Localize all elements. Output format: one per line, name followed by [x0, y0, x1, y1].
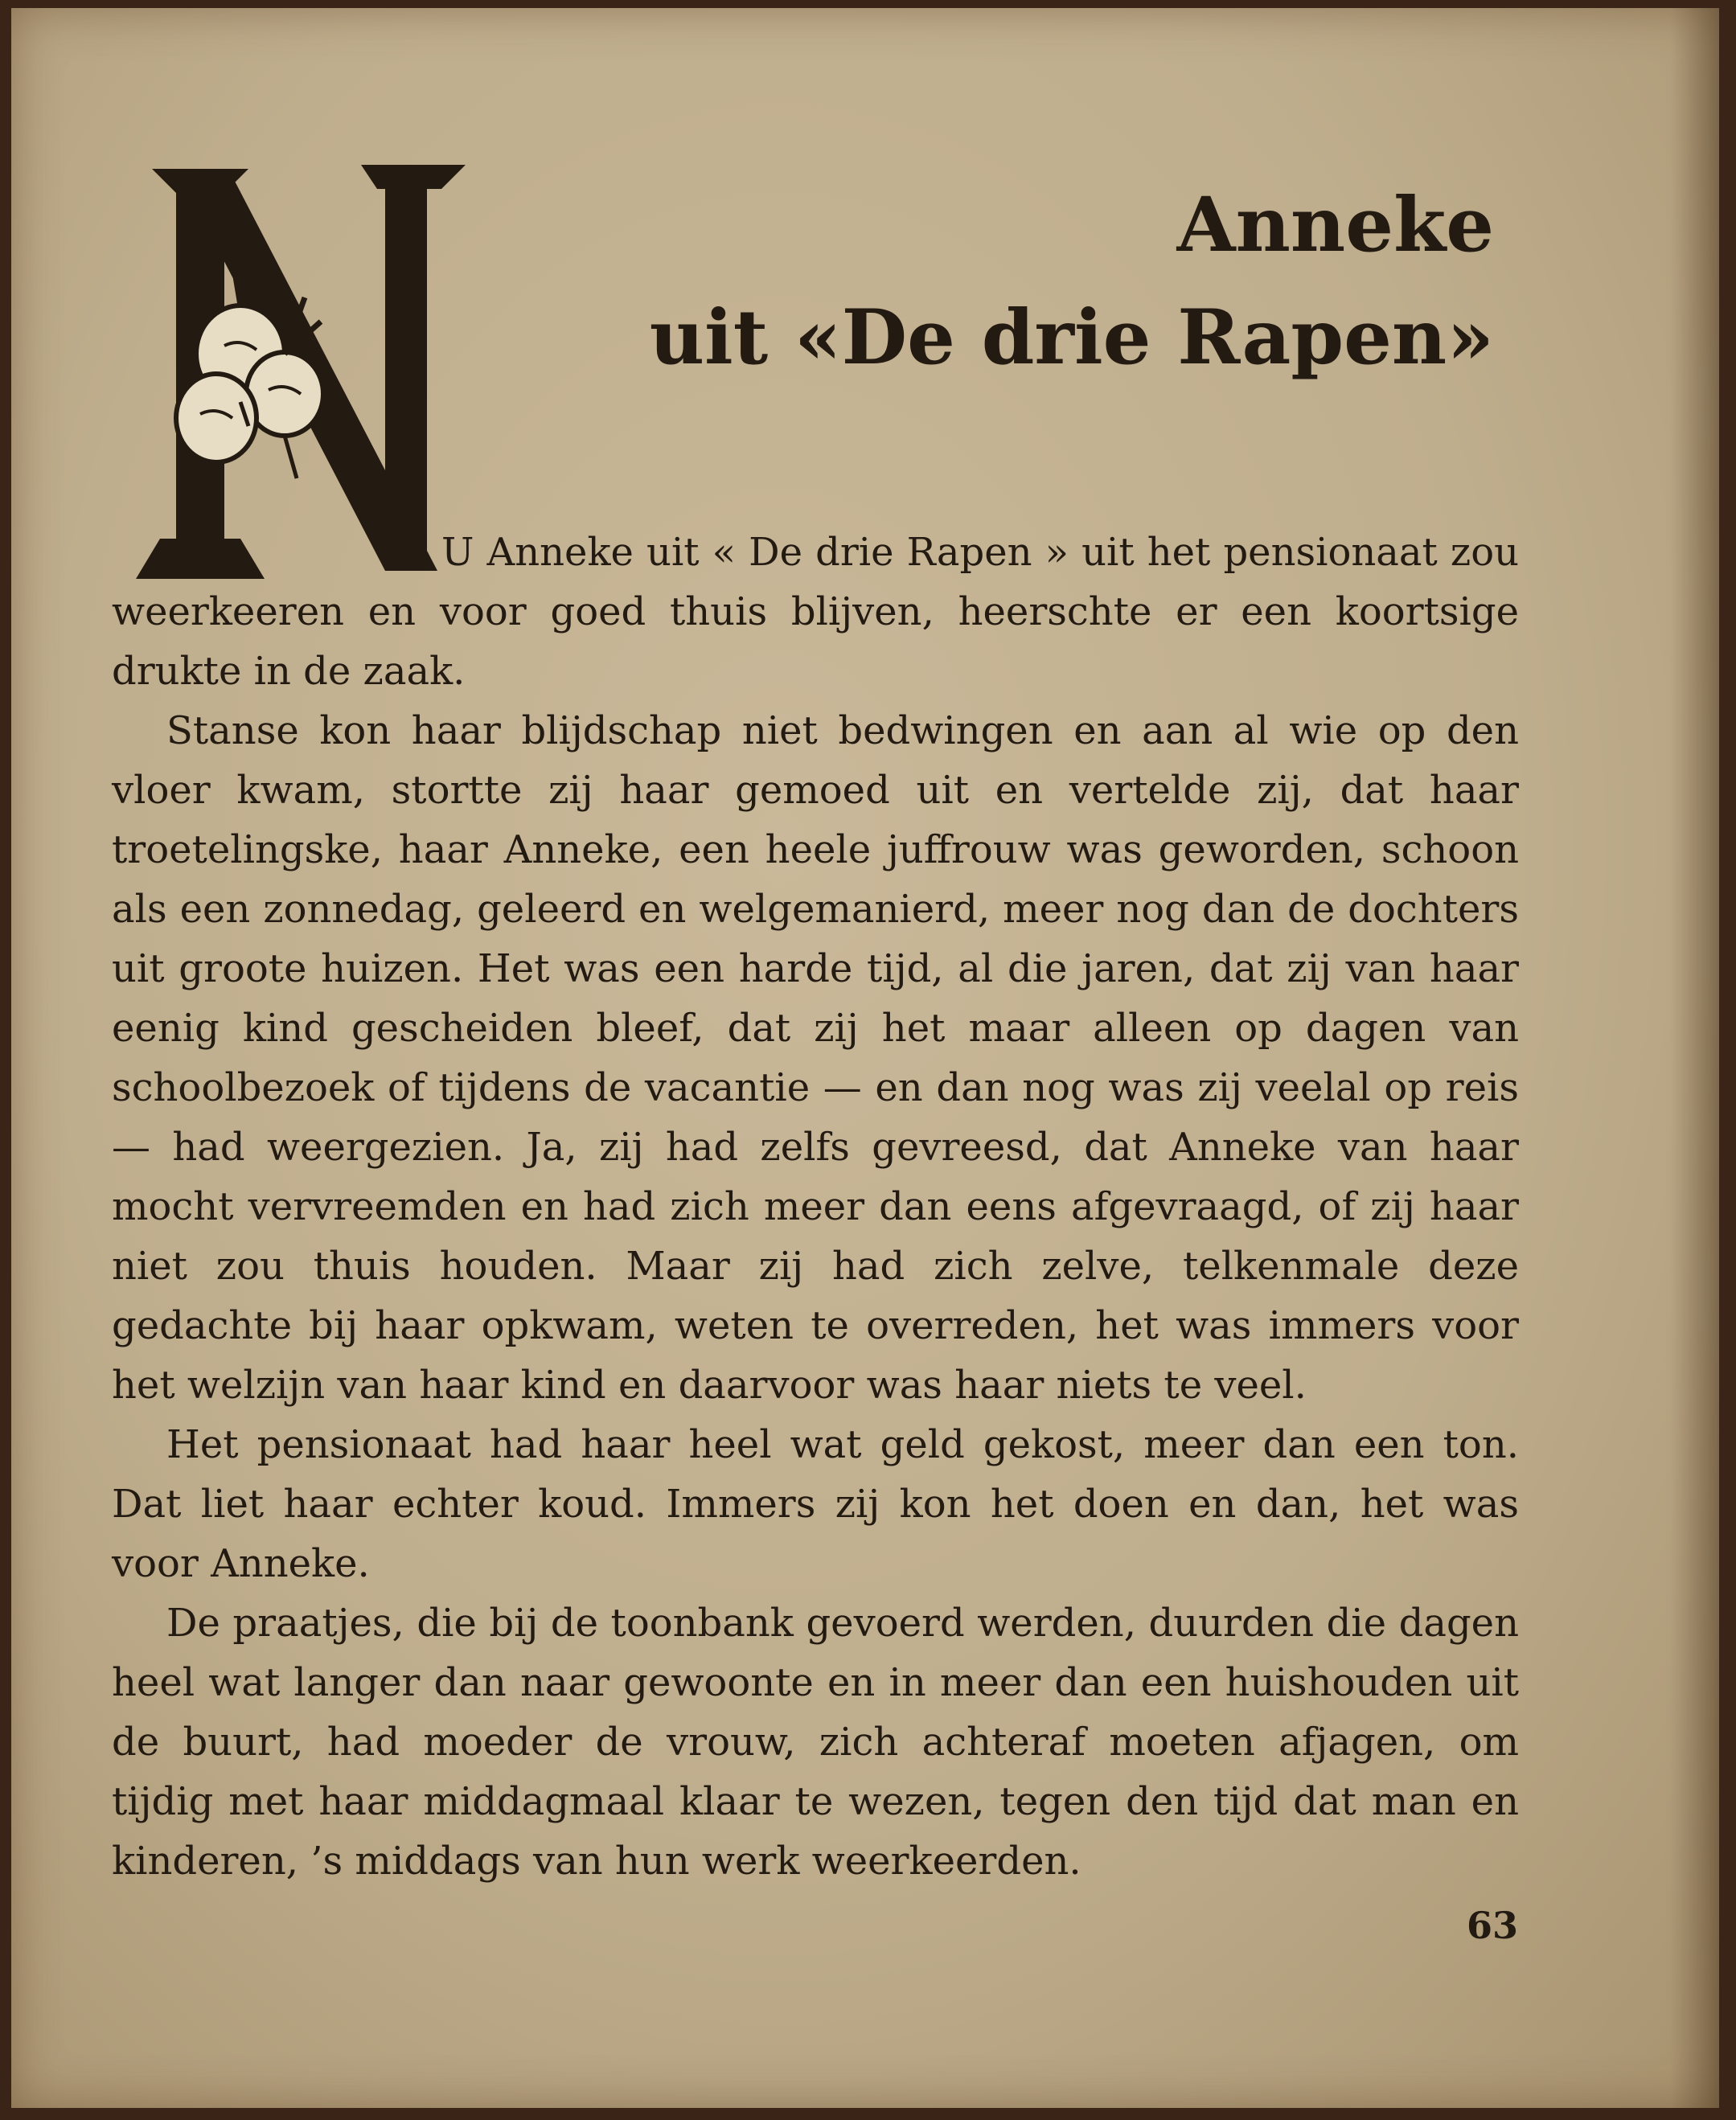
chapter-title	[650, 169, 1494, 394]
paragraph-2: Stanse kon haar blijdschap niet bedwingen en aan al wie op den vloer kwam, stortte zij haar gemoed uit en vertelde zij, dat haar troetelingske, haar Anneke, een heele juffrouw was geworden, schoon als een zonnedag, geleerd en welgemanierd, meer nog dan de dochters uit groote huizen. Het was een harde tijd, al die jaren, dat zij van haar eenig kind gescheiden bleef, dat zij het maar alleen op dagen van schoolbezoek of tijdens de vacantie — en dan nog was zij veelal op reis — had weergezien. Ja, zij had zelfs gevreesd, dat Anneke van haar mocht vervreemden en had zich meer dan eens afgevraagd, of zij haar niet zou thuis houden. Maar zij had zich zelve, telkenmale deze gedachte bij haar opkwam, weten te overreden, het was immers voor het welzijn van haar kind en daarvoor was haar niets te veel.	[112, 708, 1519, 1408]
paragraph-1	[112, 523, 1519, 701]
paragraph-1-text: U Anneke uit « De drie Rapen » uit het pensionaat zou weerkeeren en voor goed thuis blijven, heerschte er een koortsige drukte in de zaak.	[112, 530, 1519, 694]
paragraph-3: Het pensionaat had haar heel wat geld gekost, meer dan een ton. Dat liet haar echter koud. Immers zij kon het doen en dan, het was voor Anneke.	[112, 1422, 1519, 1586]
page-number: 63	[1467, 1904, 1519, 1947]
chapter-title-line-1: Anneke	[1176, 181, 1494, 269]
book-page	[11, 8, 1719, 2108]
chapter-title-line-2: uit «De drie Rapen»	[649, 293, 1494, 382]
page-shadow	[1671, 8, 1719, 2108]
paragraph-4: De praatjes, die bij de toonbank gevoerd werden, duurden die dagen heel wat langer dan naar gewoonte en in meer dan een huishouden uit de buurt, had moeder de vrouw, zich achteraf moeten afjagen, om tijdig met haar middagmaal klaar te wezen, tegen den tijd dat man en kinderen, ’s middags van hun werk weerkeerden.	[112, 1601, 1519, 1884]
chapter-body	[112, 523, 1519, 1891]
